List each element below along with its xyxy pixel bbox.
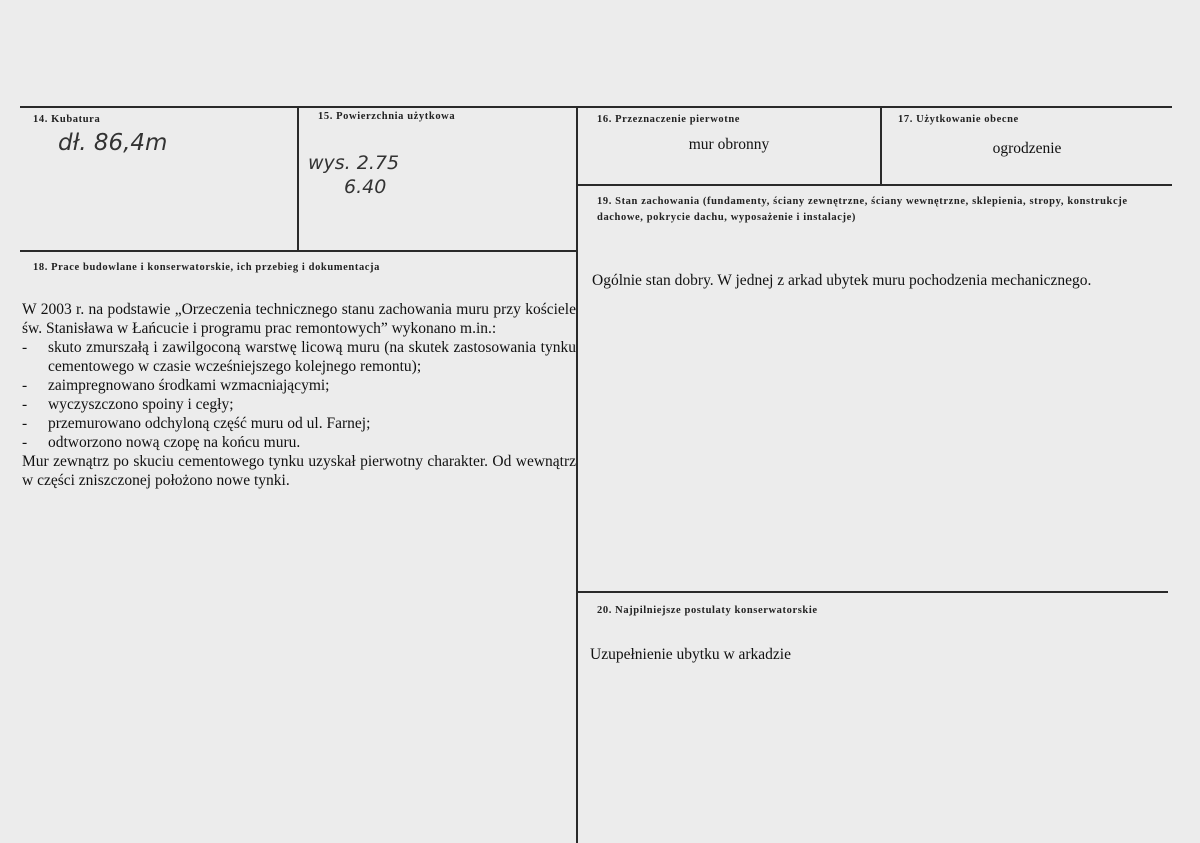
field-20-value: Uzupełnienie ubytku w arkadzie xyxy=(590,646,791,663)
list-item-text: skuto zmurszałą i zawilgoconą warstwę licową muru (na skutek zastosowania tynku cementowego w czasie wcześniejszego kolejnego remontu); xyxy=(48,339,576,375)
field-20-label: 20. Najpilniejsze postulaty konserwatorskie xyxy=(597,605,818,616)
field-14-handwritten-value: dł. 86,4m xyxy=(58,130,168,156)
bullet-dash: - xyxy=(22,396,28,413)
list-item xyxy=(22,338,576,376)
list-item xyxy=(22,414,576,433)
list-item xyxy=(22,376,576,395)
list-item xyxy=(22,433,576,452)
field-19-value: Ogólnie stan dobry. W jednej z arkad ubytek muru pochodzenia mechanicznego. xyxy=(592,272,1092,289)
field-16-value: mur obronny xyxy=(688,136,770,153)
field-15-label: 15. Powierzchnia użytkowa xyxy=(318,111,456,122)
list-item-text: wyczyszczono spoiny i cegły; xyxy=(48,396,234,413)
field-18-label: 18. Prace budowlane i konserwatorskie, ich przebieg i dokumentacja xyxy=(33,262,381,273)
list-item-text: zaimpregnowano środkami wzmacniającymi; xyxy=(48,377,330,394)
bullet-dash: - xyxy=(22,377,28,394)
field-15-handwritten-value: 6.40 xyxy=(344,176,387,198)
list-item xyxy=(22,395,576,414)
bullet-dash: - xyxy=(22,415,28,432)
field-17-value: ogrodzenie xyxy=(992,140,1062,157)
row-border-16-17-bottom xyxy=(578,184,1172,186)
row-border-19-bottom xyxy=(578,591,1168,593)
field-18-intro: W 2003 r. na podstawie „Orzeczenia technicznego stanu zachowania muru przy kościele św. Stanisława w Łańcucie i programu prac remontowych” wykonano m.in.: xyxy=(22,301,576,337)
row-border-14-15-bottom xyxy=(20,250,578,252)
field-19-label: 19. Stan zachowania (fundamenty, ściany zewnętrzne, ściany wewnętrzne, sklepienia, stropy, konstrukcje dachowe, pokrycie dachu, wyposażenie i instalacje) xyxy=(597,196,1128,223)
table-top-border xyxy=(20,106,1172,108)
field-14-label: 14. Kubatura xyxy=(33,114,101,125)
divider-14-15 xyxy=(297,106,299,251)
field-17-label: 17. Użytkowanie obecne xyxy=(898,114,1019,125)
center-divider xyxy=(576,106,578,843)
field-16-label: 16. Przeznaczenie pierwotne xyxy=(597,114,741,125)
list-item-text: odtworzono nową czopę na końcu muru. xyxy=(48,434,301,451)
bullet-dash: - xyxy=(22,434,28,451)
bullet-dash: - xyxy=(22,339,28,356)
field-18-outro: Mur zewnątrz po skuciu cementowego tynku uzyskał pierwotny charakter. Od wewnątrz w części zniszczonej położono nowe tynki. xyxy=(22,453,576,489)
field-18-description xyxy=(22,300,576,490)
field-15-handwritten-height: wys. 2.75 xyxy=(308,152,400,174)
list-item-text: przemurowano odchyloną część muru od ul. Farnej; xyxy=(48,415,371,432)
